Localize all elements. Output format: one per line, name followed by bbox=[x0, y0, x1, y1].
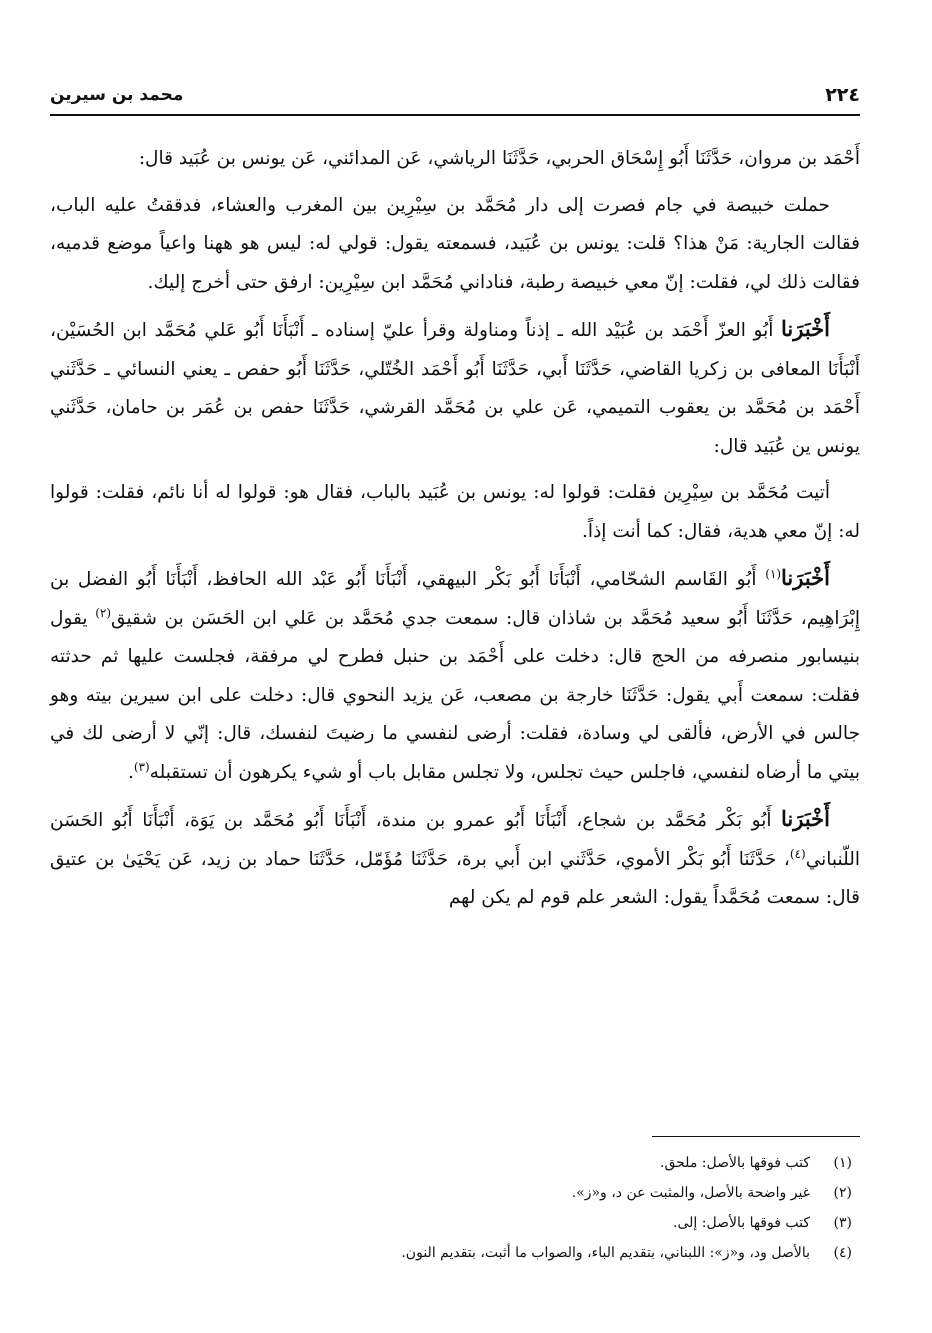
paragraph-4: أتيت مُحَمَّد بن سِيْرِين فقلت: قولوا له: يونس بن عُبَيد بالباب، فقال هو: قولوا له أنا نائم، فقلت: قولوا له: إنّ معي هدية، فقال: كما أنت إذاً. bbox=[50, 482, 860, 542]
page-number: ٢٢٤ bbox=[825, 84, 860, 106]
paragraph-6-text-b: ، حَدَّثَنَا أَبُو بَكْر الأموي، حَدَّثَني ابن أَبي برة، حَدَّثَنَا مُؤَمّل، حَدَّثَنَا حماد بن زيد، عَن يَحْيَىٰ بن عتيق قال: سمعت مُحَمَّداً يقول: الشعر علم قوم لم يكن لهم bbox=[50, 848, 860, 908]
footnote-ref-2[interactable]: (٢) bbox=[95, 605, 112, 620]
footnote-text: كتب فوقها بالأصل: إلى. bbox=[673, 1215, 810, 1231]
paragraph-6 bbox=[50, 800, 860, 918]
paragraph-3 bbox=[50, 310, 860, 466]
footnote-item bbox=[50, 1238, 852, 1268]
footnote-item bbox=[50, 1178, 852, 1208]
footnotes bbox=[50, 1148, 852, 1268]
footnote-number: (٢) bbox=[833, 1185, 852, 1201]
footnote-number: (١) bbox=[833, 1155, 852, 1171]
paragraph-5-text-b: يقول بنيسابور منصرفه من الحج قال: دخلت على أَحْمَد بن حنبل فطرح لي مرفقة، فجلست عليها ثم حدثته فقلت: سمعت أَبي يقول: حَدَّثَنَا خارجة بن مصعب، عَن يزيد النحوي قال: دخلت على ابن سيرين بيته وهو جالس في الأرض، فألقى لي وسادة، فقلت: أرضى لنفسي ما رضيتَ لنفسك، قال: إنّي لا أرضى لك في بيتي ما أرضاه لنفسي، فاجلس حيث تجلس، ولا تجلس مقابل باب أو شيء يكرهون أن تستقبله bbox=[50, 607, 860, 783]
paragraph-2: حملت خبيصة في جام فصرت إلى دار مُحَمَّد بن سِيْرِين بين المغرب والعشاء، فدققتُ عليه الباب، فقالت الجارية: مَنْ هذا؟ قلت: يونس بن عُبَيد، فسمعته يقول: قولي له: ليس هو ههنا واعياً موضع قدميه، فقالت ذلك لي، فقلت: إنّ معي خبيصة رطبة، فناداني مُحَمَّد ابن سِيْرِين: ارفق حتى أخرج إليك. bbox=[50, 194, 860, 293]
running-title: محمد بن سيرين bbox=[50, 85, 184, 105]
paragraph-5-text-a: أَبُو القَاسم الشحّامي، أَنْبَأَنَا أَبُو بَكْر البيهقي، أَنْبَأَنَا أَبُو عَبْد الله الحافظ، أَنْبَأَنَا أَبُو الفضل بن إِبْرَاهِيم، حَدَّثَنَا أَبُو سعيد مُحَمَّد بن شاذان قال: سمعت جدي مُحَمَّد بن عَلي ابن الحَسَن بن شقيق bbox=[50, 569, 860, 629]
main-text bbox=[50, 140, 860, 926]
paragraph-6-text-a: أَبُو بَكْر مُحَمَّد بن شجاع، أَنْبَأَنَا أَبُو عمرو بن مندة، أَنْبَأَنَا أَبُو مُحَمَّد بن يَوَة، أَنْبَأَنَا أَبُو الحَسَن اللّنباني bbox=[50, 810, 860, 870]
footnote-item bbox=[50, 1208, 852, 1238]
paragraph-3-text: أَبُو العزّ أَحْمَد بن عُبَيْد الله ـ إذناً ومناولة وقرأ عليّ إسناده ـ أَنْبَأَنَا أَبُو عَلي مُحَمَّد ابن الحُسَيْن، أَنْبَأَنَا المعافى بن زكريا القاضي، حَدَّثَنَا أَبي، حَدَّثَنَا أَبُو أَحْمَد الخُتّلي، حَدَّثَنَا أَبُو حفص ـ يعني النسائي ـ حَدَّثَني أَحْمَد بن مُحَمَّد بن يعقوب التميمي، عَن علي بن مُحَمَّد القرشي، حَدَّثَنَا حفص بن عُمَر بن حامان، حَدَّثَني يونس ين عُبَيد قال: bbox=[50, 320, 860, 457]
paragraph-1: أَحْمَد بن مروان، حَدَّثَنَا أَبُو إِسْحَاق الحربي، حَدَّثَنَا الرياشي، عَن المدائني، عَن يونس بن عُبَيد قال: bbox=[138, 148, 860, 169]
footnote-text: غير واضحة بالأصل، والمثبت عن د، و«ز». bbox=[571, 1185, 810, 1201]
footnote-text: بالأصل ود، و«ز»: اللبناني، بتقديم الباء، والصواب ما أثبت، بتقديم النون. bbox=[401, 1245, 810, 1261]
footnote-text: كتب فوقها بالأصل: ملحق. bbox=[660, 1155, 810, 1171]
footnote-separator bbox=[652, 1136, 860, 1137]
footnote-item bbox=[50, 1148, 852, 1178]
page-header bbox=[50, 78, 860, 112]
akhbarana-keyword: أَخْبَرَنا bbox=[781, 565, 830, 590]
book-page bbox=[50, 0, 860, 1333]
akhbarana-keyword: أَخْبَرَنا bbox=[781, 806, 830, 831]
akhbarana-keyword: أَخْبَرَنا bbox=[781, 316, 830, 341]
header-rule bbox=[50, 114, 860, 116]
footnote-number: (٤) bbox=[833, 1245, 852, 1261]
paragraph-5 bbox=[50, 559, 860, 792]
paragraph-5-end: . bbox=[127, 761, 134, 783]
footnote-ref-3[interactable]: (٣) bbox=[133, 759, 150, 774]
footnote-number: (٣) bbox=[833, 1215, 852, 1231]
footnote-ref-1[interactable]: (١) bbox=[765, 566, 782, 581]
footnote-ref-4[interactable]: (٤) bbox=[789, 846, 806, 861]
